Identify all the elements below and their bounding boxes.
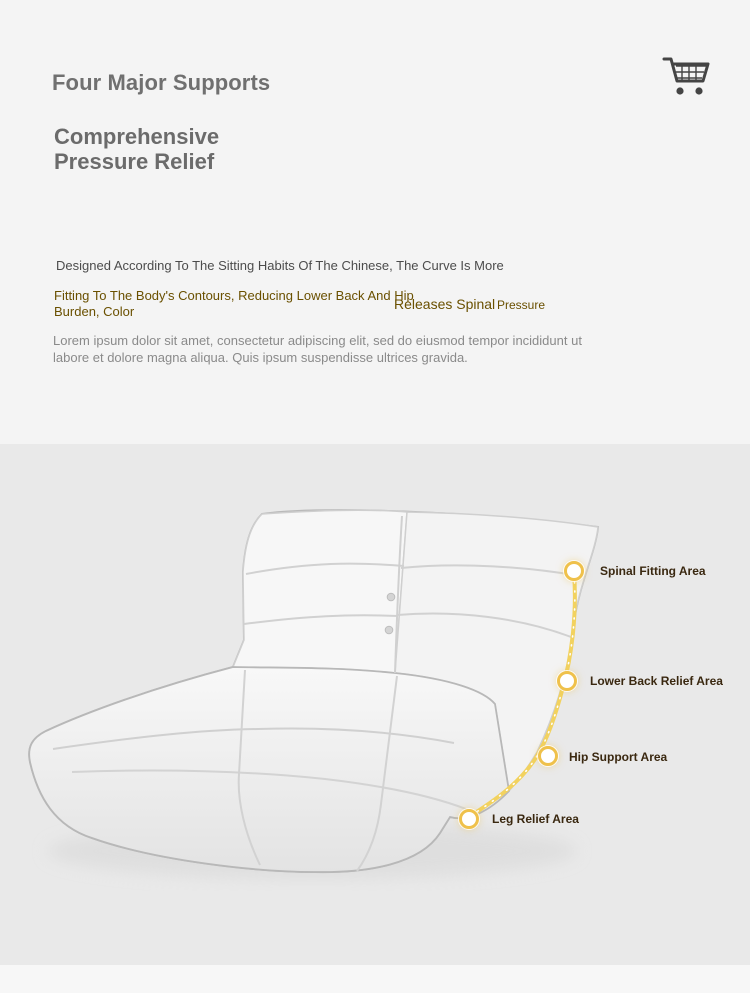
leg-relief-label: Leg Relief Area	[492, 812, 579, 826]
intro-section	[0, 0, 750, 444]
description-body: Lorem ipsum dolor sit amet, consectetur adipiscing elit, sed do eiusmod tempor incididunt ut labore et dolore magna aliqua. Quis ipsum suspendisse ultrices gravida.	[53, 333, 582, 365]
lounge-chair-illustration	[0, 444, 750, 965]
spinal-fitting-marker	[564, 561, 584, 581]
lower-back-marker	[557, 671, 577, 691]
description-highlight-1: Releases Spinal	[394, 296, 496, 312]
product-illustration-section	[0, 444, 750, 965]
shopping-cart-icon	[661, 54, 713, 98]
spinal-fitting-label: Spinal Fitting Area	[600, 564, 706, 578]
description-highlight-2: Pressure	[497, 298, 546, 312]
hip-support-marker	[538, 746, 558, 766]
subtitle	[54, 124, 354, 174]
description-line-1: Designed According To The Sitting Habits Of The Chinese, The Curve Is More	[56, 258, 504, 273]
subtitle-line-1: Comprehensive	[54, 124, 220, 149]
lower-back-relief-label: Lower Back Relief Area	[590, 674, 723, 688]
leg-relief-marker	[459, 809, 479, 829]
shopping-cart-button[interactable]	[661, 54, 713, 98]
description-line-2: Fitting To The Body's Contours, Reducing Lower Back And Hip Burden, Color	[54, 288, 414, 319]
hip-support-label: Hip Support Area	[569, 750, 668, 764]
page-title: Four Major Supports	[52, 70, 271, 95]
footer-strip	[0, 965, 750, 993]
subtitle-line-2: Pressure Relief	[54, 149, 215, 174]
